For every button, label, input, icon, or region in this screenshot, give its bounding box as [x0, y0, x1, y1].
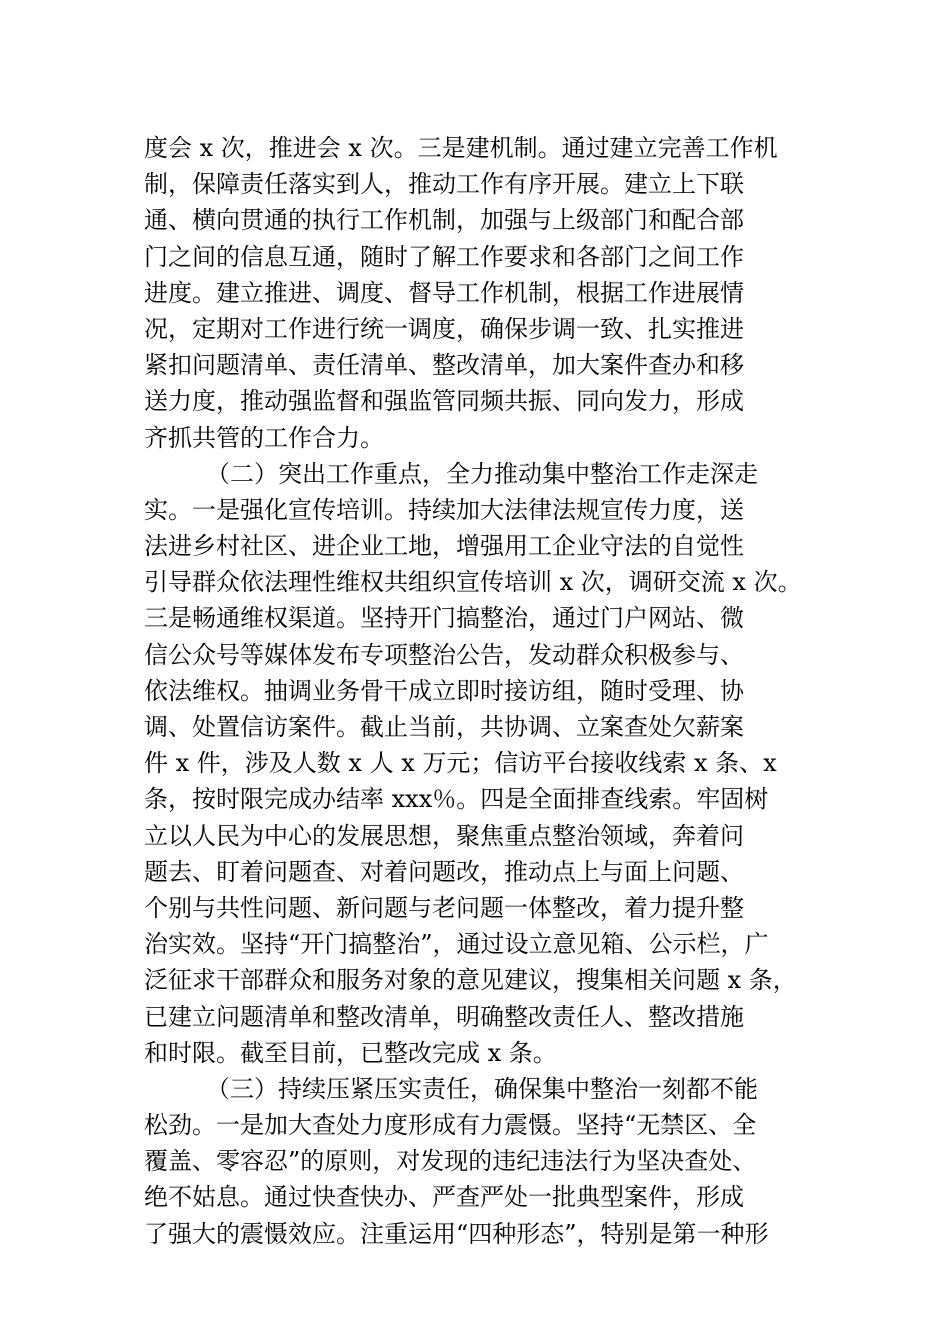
text-line: 通、横向贯通的执行工作机制，加强与上级部门和配合部: [144, 206, 744, 235]
text-line: 覆盖、零容忍”的原则，对发现的违纪违法行为坚决查处、: [144, 1147, 757, 1176]
text-line: 三是畅通维权渠道。坚持开门搞整治，通过门户网站、微: [144, 604, 744, 633]
text-line: 送力度，推动强监督和强监管同频共振、同向发力，形成: [144, 387, 744, 416]
text-line: 紧扣问题清单、责任清单、整改清单，加大案件查办和移: [144, 351, 744, 380]
text-line: 件 x 件，涉及人数 x 人 x 万元；信访平台接收线索 x 条、x: [144, 749, 777, 778]
text-line: 题去、盯着问题查、对着问题改，推动点上与面上问题、: [144, 857, 744, 886]
text-line: 实。一是强化宣传培训。持续加大法律法规宣传力度，送: [144, 495, 744, 524]
section-heading-line: （二）突出工作重点，全力推动集中整治工作走深走: [206, 459, 758, 488]
text-line: 调、处置信访案件。截止当前，共协调、立案查处欠薪案: [144, 713, 744, 741]
section-heading-line: （三）持续压紧压实责任，确保集中整治一刻都不能: [206, 1074, 758, 1103]
text-line: 度会 x 次，推进会 x 次。三是建机制。通过建立完善工作机: [144, 134, 778, 162]
document-body: [144, 130, 824, 1252]
text-line: 个别与共性问题、新问题与老问题一体整改，着力提升整: [144, 893, 744, 922]
text-line: 法进乡村社区、进企业工地，增强用工企业守法的自觉性: [144, 532, 744, 561]
text-line: 了强大的震慑效应。注重运用“四种形态”，特别是第一种形: [144, 1219, 769, 1248]
text-line: 泛征求干部群众和服务对象的意见建议，搜集相关问题 x 条，: [144, 966, 797, 995]
text-line: 和时限。截至目前，已整改完成 x 条。: [144, 1038, 557, 1067]
text-line: 条，按时限完成办结率 xxx％。四是全面排查线索。牢固树: [144, 785, 769, 814]
text-line: 制，保障责任落实到人，推动工作有序开展。建立上下联: [144, 170, 744, 199]
text-line: 信公众号等媒体发布专项整治公告，发动群众积极参与、: [144, 640, 744, 669]
text-line: 况，定期对工作进行统一调度，确保步调一致、扎实推进: [144, 314, 744, 343]
text-line: 绝不姑息。通过快查快办、严查严处一批典型案件，形成: [144, 1183, 744, 1212]
text-line: 松劲。一是加大查处力度形成有力震慑。坚持“无禁区、全: [144, 1111, 757, 1140]
text-line: 依法维权。抽调业务骨干成立即时接访组，随时受理、协: [144, 676, 744, 705]
text-line: 治实效。坚持“开门搞整治”，通过设立意见箱、公示栏，广: [144, 930, 769, 959]
text-line: 门之间的信息互通，随时了解工作要求和各部门之间工作: [144, 242, 744, 271]
text-line: 立以人民为中心的发展思想，聚焦重点整治领域，奔着问: [144, 821, 744, 850]
text-line: 引导群众依法理性维权共组织宣传培训 x 次，调研交流 x 次。: [144, 568, 802, 597]
text-line: 已建立问题清单和整改清单，明确整改责任人、整改措施: [144, 1002, 744, 1031]
text-line: 进度。建立推进、调度、督导工作机制，根据工作进展情: [144, 278, 744, 307]
text-line: 齐抓共管的工作合力。: [144, 423, 384, 452]
